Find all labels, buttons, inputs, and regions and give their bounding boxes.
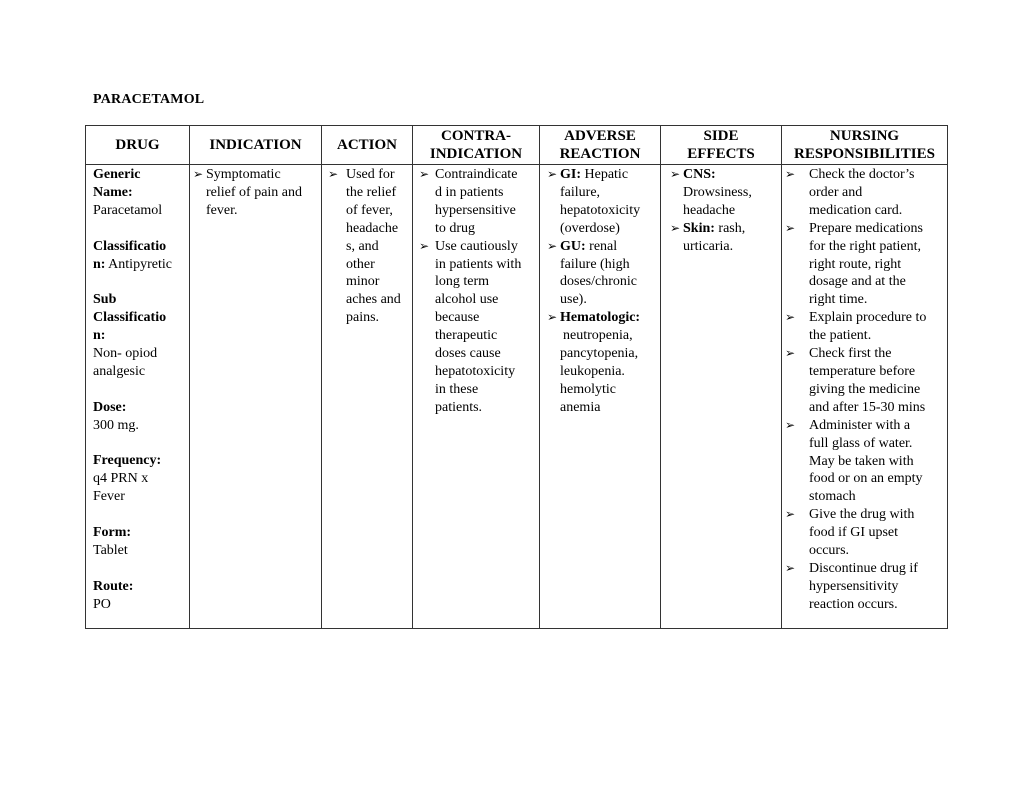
list-item: ➢ CNS: Drowsiness, headache — [670, 166, 777, 220]
dose-value: 300 mg. — [93, 417, 139, 433]
form-label: Form: — [93, 525, 132, 541]
header-nursing-responsibilities: NURSING RESPONSIBILITIES — [782, 126, 948, 165]
list-item: ➢ Used for the relief of fever, headache s, and other minor aches and pains. — [326, 166, 408, 327]
list-item: ➢ Give the drug with food if GI upset occurs. — [782, 506, 943, 560]
document-title: PARACETAMOL — [93, 92, 205, 107]
sub-classification-label: Sub — [93, 292, 117, 308]
drug-cell: Generic Name: Paracetamol Classificatio n: Antipyretic Sub Classificatio n: Non- opiod analgesic Dose: 300 mg. Frequency: q4 PRN x Fever Form: Tablet Route: PO — [86, 165, 190, 629]
classification-value: Antipyretic — [105, 256, 172, 272]
list-item: ➢ Skin: rash, urticaria. — [670, 220, 777, 256]
indication-cell — [190, 165, 322, 629]
table-row — [86, 165, 948, 629]
classification-label: Classificatio — [93, 238, 167, 254]
list-item: ➢ Contraindicate d in patients hypersensitive to drug — [419, 166, 535, 238]
list-item: ➢ GI: Hepatic failure, hepatotoxicity (overdose) — [547, 166, 656, 238]
header-action: ACTION — [322, 126, 413, 165]
route-label: Route: — [93, 578, 134, 594]
list-item: ➢ Prepare medications for the right patient, right route, right dosage and at the right time. — [782, 220, 943, 310]
drug-study-table — [85, 125, 948, 629]
list-item: ➢ Administer with a full glass of water. May be taken with food or on an empty stomach — [782, 417, 943, 507]
action-cell — [322, 165, 413, 629]
frequency-label: Frequency: — [93, 453, 162, 469]
list-item: ➢ Check first the temperature before giving the medicine and after 15-30 mins — [782, 345, 943, 417]
table-header-row — [86, 126, 948, 165]
generic-name-label: Generic — [93, 167, 141, 182]
header-contraindication: CONTRA- INDICATION — [413, 126, 540, 165]
dose-label: Dose: — [93, 399, 127, 415]
list-item: ➢ GU: renal failure (high doses/chronic use). — [547, 238, 656, 310]
header-drug: DRUG — [86, 126, 190, 165]
header-indication: INDICATION — [190, 126, 322, 165]
list-item: ➢ Symptomatic relief of pain and fever. — [193, 166, 317, 220]
sub-classification-value: Non- opiod — [93, 346, 158, 362]
list-item: ➢ Check the doctor’s order and medication card. — [782, 166, 943, 220]
list-item: ➢ Use cautiously in patients with long term alcohol use because therapeutic doses cause hepatotoxicity in these patients. — [419, 238, 535, 417]
route-value: PO — [93, 596, 111, 612]
nursing-responsibilities-cell — [782, 165, 948, 629]
list-item: ➢ Discontinue drug if hypersensitivity reaction occurs. — [782, 560, 943, 614]
side-effects-cell — [661, 165, 782, 629]
adverse-reaction-cell — [540, 165, 661, 629]
list-item: ➢ Explain procedure to the patient. — [782, 309, 943, 345]
generic-name-value: Paracetamol — [93, 202, 163, 218]
contraindication-cell — [413, 165, 540, 629]
header-adverse-reaction: ADVERSE REACTION — [540, 126, 661, 165]
header-side-effects: SIDE EFFECTS — [661, 126, 782, 165]
list-item: ➢ Hematologic: neutropenia, pancytopenia, leukopenia. hemolytic anemia — [547, 309, 656, 416]
frequency-value: q4 PRN x — [93, 471, 149, 487]
form-value: Tablet — [93, 542, 128, 558]
